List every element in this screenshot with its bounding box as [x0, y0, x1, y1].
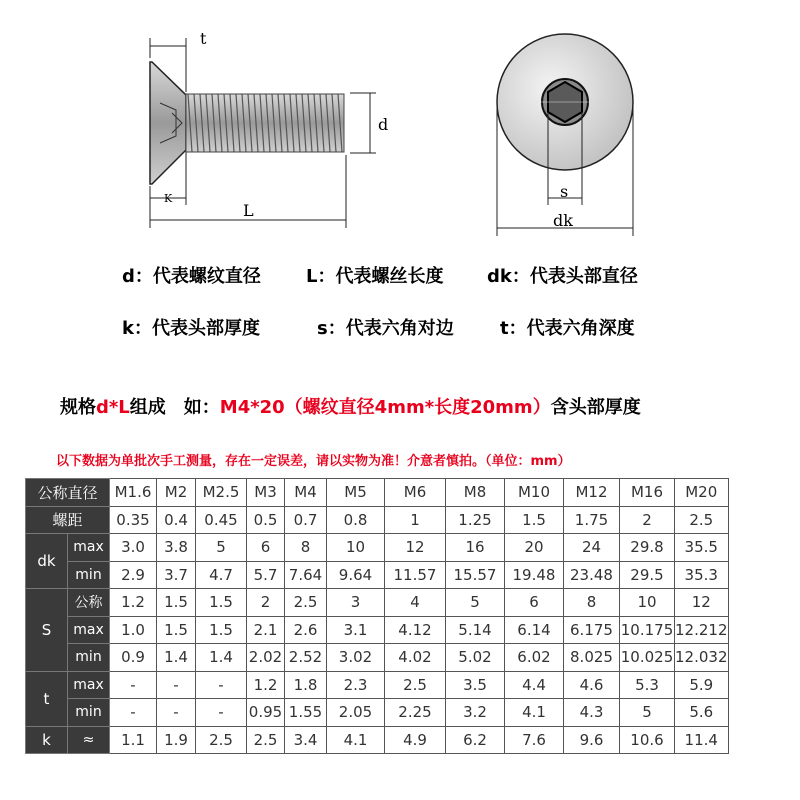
k-cell: 1.9: [157, 726, 196, 754]
spec-example: M4*20（螺纹直径4mm*长度20mm）: [219, 397, 551, 418]
s-max-cell: 1.5: [196, 616, 247, 644]
t-max-cell: 3.5: [446, 671, 505, 699]
dk-max-cell: 5: [196, 534, 247, 562]
dk-min-cell: 29.5: [620, 561, 675, 589]
spec-table: [25, 478, 729, 754]
s-nominal-cell: 3: [327, 589, 385, 617]
sub-max: max: [68, 616, 110, 644]
dk-max-cell: 10: [327, 534, 385, 562]
t-max-cell: 4.6: [564, 671, 620, 699]
table-row-dk-max: [26, 534, 729, 562]
dk-min-cell: 9.64: [327, 561, 385, 589]
s-max-cell: 3.1: [327, 616, 385, 644]
dk-min-cell: 2.9: [110, 561, 157, 589]
t-min-cell: 5: [620, 699, 675, 727]
t-min-cell: 0.95: [247, 699, 285, 727]
table-row-pitch: [26, 506, 729, 534]
s-min-cell: 2.52: [285, 644, 327, 672]
size-cell: M1.6: [110, 479, 157, 507]
screw-top-view: [497, 34, 633, 170]
t-max-cell: 5.3: [620, 671, 675, 699]
sub-min: min: [68, 644, 110, 672]
sub-min: min: [68, 561, 110, 589]
sub-nominal: 公称: [68, 589, 110, 617]
s-max-cell: 2.1: [247, 616, 285, 644]
label-d: d: [378, 115, 389, 134]
header-dk: dk: [26, 534, 68, 589]
k-cell: 11.4: [675, 726, 729, 754]
s-min-cell: 0.9: [110, 644, 157, 672]
sub-approx: ≈: [68, 726, 110, 754]
s-min-cell: 4.02: [385, 644, 446, 672]
k-cell: 3.4: [285, 726, 327, 754]
s-nominal-cell: 6: [505, 589, 564, 617]
s-min-cell: 12.032: [675, 644, 729, 672]
pitch-cell: 1.5: [505, 506, 564, 534]
size-cell: M5: [327, 479, 385, 507]
t-max-cell: 5.9: [675, 671, 729, 699]
t-min-cell: -: [110, 699, 157, 727]
pitch-cell: 0.8: [327, 506, 385, 534]
size-cell: M16: [620, 479, 675, 507]
k-cell: 10.6: [620, 726, 675, 754]
pitch-cell: 1.25: [446, 506, 505, 534]
s-max-cell: 1.0: [110, 616, 157, 644]
header-nominal-diameter: 公称直径: [26, 479, 110, 507]
label-dk: dk: [553, 211, 573, 230]
sub-min: min: [68, 699, 110, 727]
table-row-sizes: [26, 479, 729, 507]
s-max-cell: 12.212: [675, 616, 729, 644]
t-max-cell: 1.8: [285, 671, 327, 699]
s-min-cell: 10.025: [620, 644, 675, 672]
s-max-cell: 5.14: [446, 616, 505, 644]
s-min-cell: 3.02: [327, 644, 385, 672]
def-L: L：代表螺丝长度: [306, 266, 444, 287]
table-row-k: [26, 726, 729, 754]
size-cell: M12: [564, 479, 620, 507]
def-d: d：代表螺纹直径: [122, 266, 261, 287]
t-min-cell: 1.55: [285, 699, 327, 727]
s-min-cell: 5.02: [446, 644, 505, 672]
size-cell: M8: [446, 479, 505, 507]
k-cell: 2.5: [247, 726, 285, 754]
dk-max-cell: 3.0: [110, 534, 157, 562]
pitch-cell: 1: [385, 506, 446, 534]
table-row-s-nominal: [26, 589, 729, 617]
k-cell: 4.1: [327, 726, 385, 754]
pitch-cell: 1.75: [564, 506, 620, 534]
def-k: k：代表头部厚度: [122, 318, 260, 339]
def-s: s：代表六角对边: [317, 318, 454, 339]
size-cell: M10: [505, 479, 564, 507]
screw-technical-drawing: [0, 0, 800, 250]
s-nominal-cell: 10: [620, 589, 675, 617]
header-t: t: [26, 671, 68, 726]
s-max-cell: 10.175: [620, 616, 675, 644]
s-min-cell: 1.4: [196, 644, 247, 672]
dk-min-cell: 5.7: [247, 561, 285, 589]
size-cell: M2: [157, 479, 196, 507]
header-s: S: [26, 589, 68, 672]
k-cell: 7.6: [505, 726, 564, 754]
k-cell: 9.6: [564, 726, 620, 754]
t-min-cell: -: [157, 699, 196, 727]
sub-max: max: [68, 534, 110, 562]
size-cell: M3: [247, 479, 285, 507]
table-row-dk-min: [26, 561, 729, 589]
table-row-s-max: [26, 616, 729, 644]
dk-max-cell: 6: [247, 534, 285, 562]
dk-min-cell: 19.48: [505, 561, 564, 589]
s-min-cell: 8.025: [564, 644, 620, 672]
pitch-cell: 0.4: [157, 506, 196, 534]
s-nominal-cell: 1.5: [157, 589, 196, 617]
pitch-cell: 0.45: [196, 506, 247, 534]
t-min-cell: 3.2: [446, 699, 505, 727]
spec-suffix: 组成 如：: [129, 397, 220, 418]
pitch-cell: 2.5: [675, 506, 729, 534]
s-nominal-cell: 12: [675, 589, 729, 617]
dk-max-cell: 12: [385, 534, 446, 562]
k-cell: 6.2: [446, 726, 505, 754]
sub-max: max: [68, 671, 110, 699]
t-min-cell: -: [196, 699, 247, 727]
pitch-cell: 2: [620, 506, 675, 534]
dk-max-cell: 35.5: [675, 534, 729, 562]
table-row-t-max: [26, 671, 729, 699]
s-nominal-cell: 2: [247, 589, 285, 617]
dk-min-cell: 7.64: [285, 561, 327, 589]
t-max-cell: -: [110, 671, 157, 699]
t-min-cell: 2.05: [327, 699, 385, 727]
t-min-cell: 2.25: [385, 699, 446, 727]
pitch-cell: 0.5: [247, 506, 285, 534]
dk-min-cell: 23.48: [564, 561, 620, 589]
dk-min-cell: 4.7: [196, 561, 247, 589]
size-cell: M6: [385, 479, 446, 507]
s-nominal-cell: 2.5: [285, 589, 327, 617]
dk-max-cell: 20: [505, 534, 564, 562]
screw-side-view: [150, 62, 344, 184]
s-nominal-cell: 4: [385, 589, 446, 617]
dk-min-cell: 35.3: [675, 561, 729, 589]
table-row-t-min: [26, 699, 729, 727]
s-min-cell: 1.4: [157, 644, 196, 672]
t-max-cell: 1.2: [247, 671, 285, 699]
header-k: k: [26, 726, 68, 754]
pitch-cell: 0.7: [285, 506, 327, 534]
label-k: K: [164, 192, 173, 205]
s-nominal-cell: 1.5: [196, 589, 247, 617]
dk-min-cell: 15.57: [446, 561, 505, 589]
dk-max-cell: 8: [285, 534, 327, 562]
dk-max-cell: 16: [446, 534, 505, 562]
spec-tail: 含头部厚度: [550, 397, 641, 418]
k-cell: 4.9: [385, 726, 446, 754]
s-min-cell: 2.02: [247, 644, 285, 672]
s-min-cell: 6.02: [505, 644, 564, 672]
t-min-cell: 5.6: [675, 699, 729, 727]
table-row-s-min: [26, 644, 729, 672]
t-max-cell: 2.5: [385, 671, 446, 699]
s-max-cell: 6.14: [505, 616, 564, 644]
s-nominal-cell: 8: [564, 589, 620, 617]
s-nominal-cell: 5: [446, 589, 505, 617]
dk-min-cell: 3.7: [157, 561, 196, 589]
t-max-cell: -: [196, 671, 247, 699]
s-max-cell: 2.6: [285, 616, 327, 644]
def-dk: dk：代表头部直径: [487, 266, 638, 287]
k-cell: 2.5: [196, 726, 247, 754]
label-s: s: [560, 182, 569, 201]
s-max-cell: 6.175: [564, 616, 620, 644]
header-pitch: 螺距: [26, 506, 110, 534]
t-max-cell: -: [157, 671, 196, 699]
dk-min-cell: 11.57: [385, 561, 446, 589]
t-max-cell: 4.4: [505, 671, 564, 699]
t-max-cell: 2.3: [327, 671, 385, 699]
dk-max-cell: 24: [564, 534, 620, 562]
pitch-cell: 0.35: [110, 506, 157, 534]
s-max-cell: 1.5: [157, 616, 196, 644]
spec-formula: d*L: [96, 397, 130, 418]
label-L: L: [243, 201, 254, 220]
measurement-notice: 以下数据为单批次手工测量，存在一定误差，请以实物为准！介意者慎拍。（单位：mm）: [56, 454, 571, 469]
t-min-cell: 4.3: [564, 699, 620, 727]
dk-max-cell: 29.8: [620, 534, 675, 562]
label-t: t: [200, 29, 207, 48]
t-min-cell: 4.1: [505, 699, 564, 727]
s-max-cell: 4.12: [385, 616, 446, 644]
size-cell: M2.5: [196, 479, 247, 507]
s-nominal-cell: 1.2: [110, 589, 157, 617]
dk-max-cell: 3.8: [157, 534, 196, 562]
def-t: t：代表六角深度: [500, 318, 635, 339]
k-cell: 1.1: [110, 726, 157, 754]
spec-example-line: [60, 393, 641, 419]
spec-prefix: 规格: [60, 397, 96, 418]
size-cell: M4: [285, 479, 327, 507]
size-cell: M20: [675, 479, 729, 507]
